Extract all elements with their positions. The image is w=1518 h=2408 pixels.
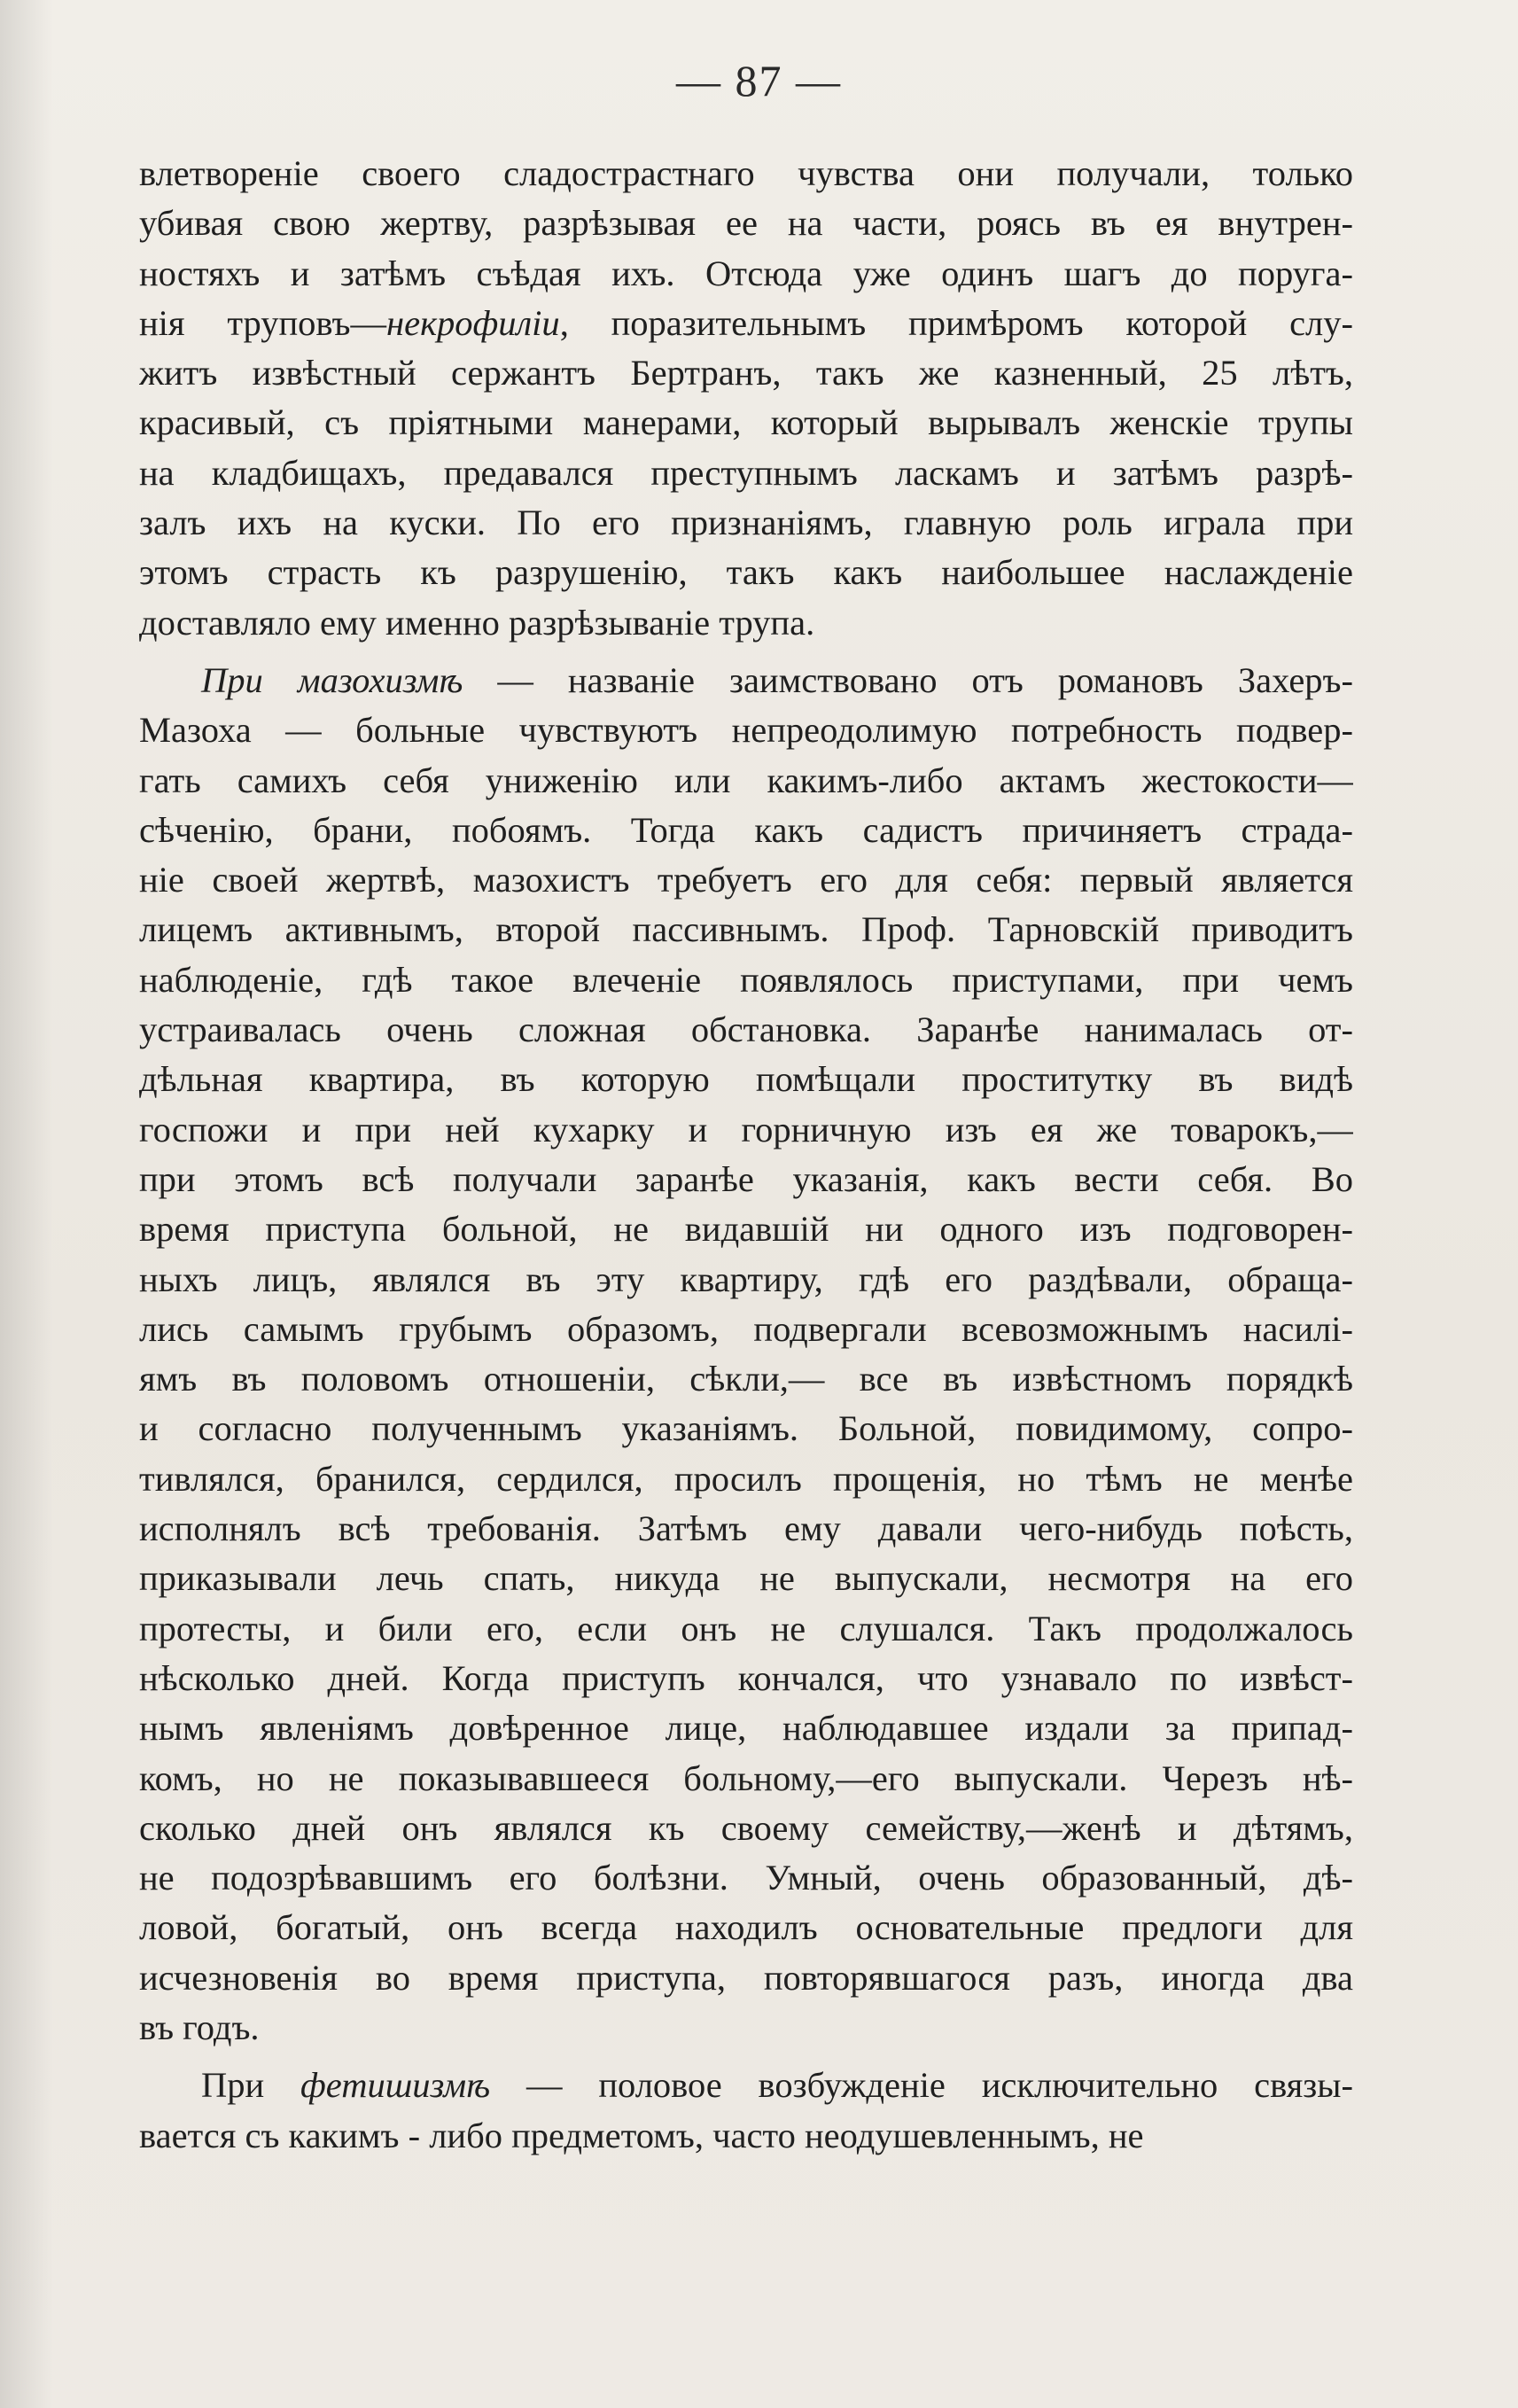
text-line <box>139 398 1353 448</box>
text-line <box>139 1155 1353 1204</box>
text-run: — половое возбужденіе исключительно связы- <box>490 2065 1353 2106</box>
text-run: залъ ихъ на куски. По его признаніямъ, главную роль играла при <box>139 503 1353 543</box>
text-line <box>139 299 1353 348</box>
text-line <box>139 1305 1353 1354</box>
text-line <box>139 1554 1353 1603</box>
text-run: ловой, богатый, онъ всегда находилъ основательные предлоги для <box>139 1907 1353 1948</box>
text-run: тивлялся, бранился, сердился, просилъ прощенія, но тѣмъ не менѣе <box>139 1458 1353 1499</box>
text-line <box>139 756 1353 806</box>
text-line <box>139 199 1353 248</box>
body-text <box>139 149 1353 2169</box>
text-run: При <box>201 2065 300 2106</box>
text-line <box>139 1654 1353 1703</box>
text-line <box>139 2061 1353 2110</box>
text-run: наблюденіе, гдѣ такое влеченіе появлялось приступами, при чемъ <box>139 959 1353 1000</box>
text-line <box>139 705 1353 755</box>
text-run: при этомъ всѣ получали заранѣе указанія, какъ вести себя. Во <box>139 1158 1353 1199</box>
paragraph <box>139 149 1353 648</box>
text-run: сколько дней онъ являлся къ своему семейству,—женѣ и дѣтямъ, <box>139 1807 1353 1848</box>
text-line <box>139 855 1353 905</box>
text-line <box>139 2111 1353 2161</box>
text-line <box>139 1504 1353 1554</box>
text-line <box>139 1255 1353 1305</box>
text-run: исполнялъ всѣ требованія. Затѣмъ ему давали чего-нибудь поѣсть, <box>139 1508 1353 1549</box>
italic-term: фетишизмѣ <box>300 2065 491 2106</box>
text-line <box>139 1204 1353 1254</box>
text-line <box>139 598 1353 648</box>
text-line <box>139 905 1353 955</box>
text-run: нымъ явленіямъ довѣренное лице, наблюдавшее издали за припад- <box>139 1708 1353 1749</box>
text-run: лись самымъ грубымъ образомъ, подвергали всевозможнымъ насилі- <box>139 1308 1353 1349</box>
text-run: на кладбищахъ, предавался преступнымъ ласкамъ и затѣмъ разрѣ- <box>139 452 1353 493</box>
text-run: красивый, съ пріятными манерами, который вырывалъ женскіе трупы <box>139 402 1353 443</box>
text-line <box>139 548 1353 597</box>
text-run: ніе своей жертвѣ, мазохистъ требуетъ его для себя: первый является <box>139 860 1353 900</box>
text-run: госпожи и при ней кухарку и горничную изъ ея же товарокъ,— <box>139 1109 1353 1149</box>
text-run: ностяхъ и затѣмъ съѣдая ихъ. Отсюда уже одинъ шагъ до поруга- <box>139 253 1353 293</box>
text-run: нѣсколько дней. Когда приступъ кончался, что узнавало по извѣст- <box>139 1657 1353 1698</box>
text-run: убивая свою жертву, разрѣзывая ее на части, роясь въ ея внутрен- <box>139 203 1353 244</box>
text-line <box>139 1105 1353 1155</box>
text-line <box>139 1005 1353 1055</box>
text-run: Мазоха — больные чувствуютъ непреодолимую потребность подвер- <box>139 710 1353 751</box>
text-line <box>139 1055 1353 1104</box>
text-run: время приступа больной, не видавшій ни одного изъ подговорен- <box>139 1209 1353 1250</box>
text-line <box>139 656 1353 705</box>
italic-term: При мазохизмѣ <box>201 659 463 700</box>
text-run: приказывали лечь спать, никуда не выпускали, несмотря на его <box>139 1558 1353 1599</box>
text-run: ныхъ лицъ, являлся въ эту квартиру, гдѣ его раздѣвали, обраща- <box>139 1259 1353 1299</box>
paragraph <box>139 656 1353 2053</box>
italic-term: некрофиліи <box>386 302 560 343</box>
text-run: гать самихъ себя униженію или какимъ-либо актамъ жестокости— <box>139 760 1353 800</box>
text-run: исчезновенія во время приступа, повторявшагося разъ, иногда два <box>139 1957 1353 1998</box>
text-run: дѣльная квартира, въ которую помѣщали проститутку въ видѣ <box>139 1059 1353 1100</box>
text-run: вается съ какимъ - либо предметомъ, часто неодушевленнымъ, не <box>139 2115 1144 2155</box>
text-line <box>139 348 1353 398</box>
text-line <box>139 1454 1353 1504</box>
text-run: и согласно полученнымъ указаніямъ. Больной, повидимому, сопро- <box>139 1408 1353 1449</box>
text-line <box>139 1604 1353 1654</box>
text-line <box>139 149 1353 199</box>
page-number: — 87 — <box>676 56 842 105</box>
text-line <box>139 249 1353 299</box>
text-line <box>139 806 1353 855</box>
text-run: нія труповъ— <box>139 302 386 343</box>
text-line <box>139 1853 1353 1903</box>
text-line <box>139 1953 1353 2003</box>
text-line <box>139 1354 1353 1404</box>
text-line <box>139 955 1353 1005</box>
text-line <box>139 498 1353 548</box>
text-line <box>139 1903 1353 1952</box>
binding-shadow <box>0 0 53 2408</box>
text-line <box>139 1404 1353 1453</box>
paragraph <box>139 2061 1353 2161</box>
text-run: устраивалась очень сложная обстановка. Заранѣе нанималась от- <box>139 1009 1353 1050</box>
text-run: — названіе заимствовано отъ романовъ Захеръ- <box>463 659 1353 700</box>
text-run: , поразительнымъ примѣромъ которой слу- <box>559 302 1353 343</box>
text-line <box>139 1703 1353 1753</box>
text-line <box>139 1804 1353 1853</box>
text-run: ямъ въ половомъ отношеніи, сѣкли,— все въ извѣстномъ порядкѣ <box>139 1359 1353 1399</box>
text-run: въ годъ. <box>139 2007 260 2047</box>
text-run: не подозрѣвавшимъ его болѣзни. Умный, очень образованный, дѣ- <box>139 1858 1353 1898</box>
text-line <box>139 1754 1353 1804</box>
text-run: сѣченію, брани, побоямъ. Тогда какъ садистъ причиняетъ страда- <box>139 809 1353 850</box>
text-line <box>139 2003 1353 2053</box>
text-run: доставляло ему именно разрѣзываніе трупа. <box>139 602 815 643</box>
text-run: протесты, и били его, если онъ не слушался. Такъ продолжалось <box>139 1608 1353 1648</box>
text-run: житъ извѣстный сержантъ Бертранъ, такъ же казненный, 25 лѣтъ, <box>139 353 1353 394</box>
text-line <box>139 448 1353 498</box>
text-run: влетвореніе своего сладострастнаго чувства они получали, только <box>139 153 1353 193</box>
text-run: комъ, но не показывавшееся больному,—его выпускали. Черезъ нѣ- <box>139 1757 1353 1798</box>
text-run: лицемъ активнымъ, второй пассивнымъ. Проф. Тарновскій приводитъ <box>139 909 1353 950</box>
text-run: этомъ страсть къ разрушенію, такъ какъ наибольшее наслажденіе <box>139 552 1353 593</box>
